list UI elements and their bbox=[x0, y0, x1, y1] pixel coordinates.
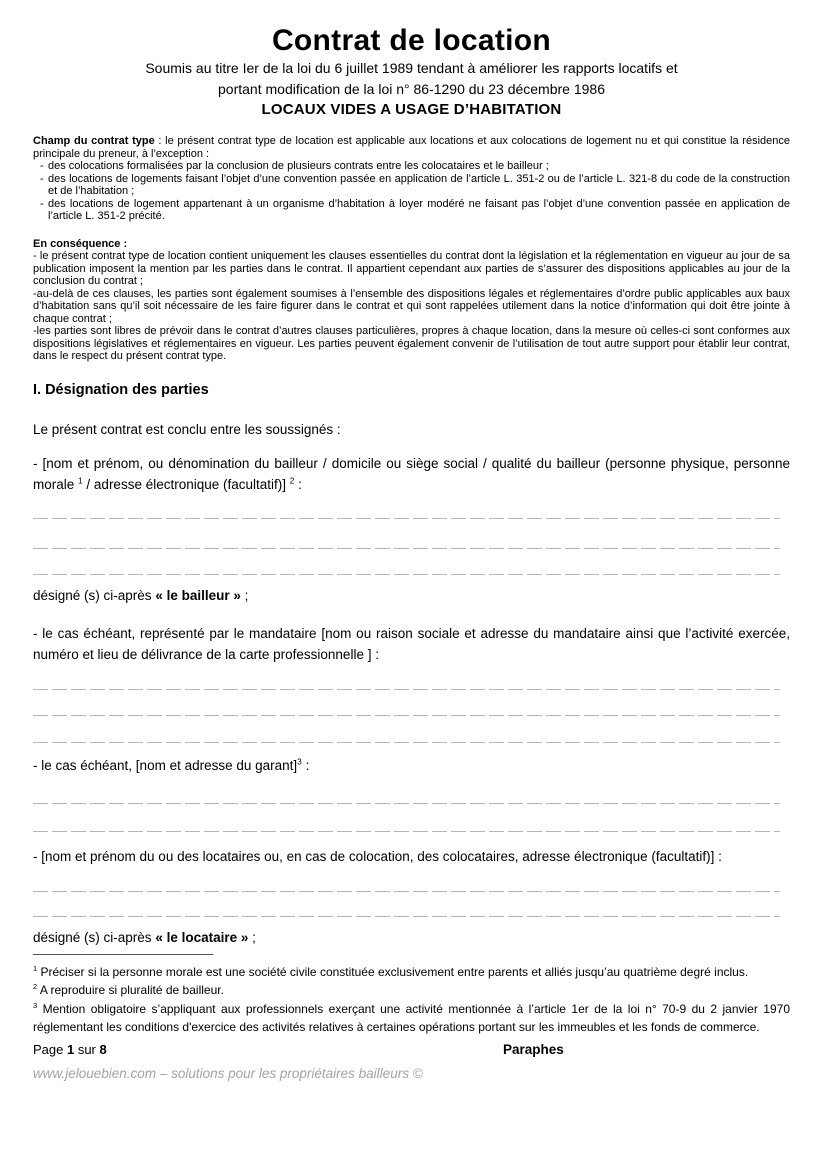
bailleur-clause-text: / adresse électronique (facultatif)] bbox=[82, 476, 290, 492]
footnote-3-text: Mention obligatoire s’appliquant aux professionnels exerçant une activité mentionnée à l’article 1er de la loi n° 70-9 du 2 janvier 1970 réglementant les conditions d'exercice des activités relatives à certaines opérations portant sur les immeubles et les fonds de commerce. bbox=[33, 1001, 790, 1034]
designe-bailleur-line bbox=[33, 585, 790, 606]
fill-in-line bbox=[33, 548, 780, 549]
champ-item-text: des colocations formalisées par la conclusion de plusieurs contrats entre les colocataires et le bailleur ; bbox=[48, 160, 549, 172]
designe-bailleur-post: ; bbox=[240, 587, 249, 603]
footnote-2 bbox=[33, 981, 790, 1000]
fill-in-line bbox=[33, 891, 780, 892]
sur-word: sur bbox=[74, 1041, 100, 1057]
subtitle-caps: LOCAUX VIDES A USAGE D’HABITATION bbox=[261, 101, 562, 118]
fill-in-line bbox=[33, 715, 780, 716]
bailleur-clause-text: : bbox=[294, 476, 302, 492]
fill-in-line bbox=[33, 574, 780, 575]
footnote-3 bbox=[33, 1000, 790, 1037]
locataire-clause: - [nom et prénom du ou des locataires ou, en cas de colocation, des colocataires, adresse électronique (facultatif)] : bbox=[33, 848, 722, 864]
footnote-2-number: 2 bbox=[33, 982, 38, 991]
bailleur-term: « le bailleur » bbox=[155, 587, 241, 603]
garant-clause-text: - le cas échéant, [nom et adresse du garant] bbox=[33, 757, 298, 773]
fill-in-line bbox=[33, 742, 780, 743]
bailleur-clause-text: - [nom et prénom, ou dénomination du bailleur / domicile ou siège social / qualité du bailleur (personne physique, personne morale bbox=[33, 455, 790, 492]
champ-item-text: des locations de logement appartenant à un organisme d’habitation à loyer modéré ne faisant pas l’objet d’une convention passée en application de l’article L. 351-2 précité. bbox=[48, 197, 790, 222]
consequence-label: En conséquence : bbox=[33, 237, 128, 250]
footnote-ref-3: 3 bbox=[297, 756, 302, 766]
champ-item-text: des locations de logements faisant l’objet d’une convention passée en application de l’article L. 351-2 ou de l’article L. 321-8 du code de la construction et de l’habitation ; bbox=[48, 172, 790, 197]
paraphes-label: Paraphes bbox=[503, 1041, 564, 1057]
dash-bullet: - bbox=[40, 160, 44, 172]
mandataire-clause: - le cas échéant, représenté par le mandataire [nom ou raison sociale et adresse du mandataire ainsi que l’activité exercée, numéro et lieu de délivrance de la carte professionnelle ] : bbox=[33, 625, 790, 662]
footnotes-block bbox=[33, 963, 790, 1037]
locataire-term: « le locataire » bbox=[155, 929, 249, 945]
champ-item bbox=[33, 160, 790, 173]
garant-clause-text: : bbox=[301, 757, 310, 773]
website-credit: www.jelouebien.com – solutions pour les propriétaires bailleurs © bbox=[33, 1065, 423, 1081]
champ-intro bbox=[33, 135, 790, 160]
section-heading-designation: I. Désignation des parties bbox=[33, 381, 209, 398]
footnote-1 bbox=[33, 963, 790, 982]
page-word: Page bbox=[33, 1041, 67, 1057]
page-number: 1 bbox=[66, 1041, 75, 1057]
footnote-3-number: 3 bbox=[33, 1000, 38, 1010]
champ-contrat-type-block bbox=[33, 135, 790, 223]
consequence-block bbox=[33, 238, 790, 363]
champ-intro-text: : le présent contrat type de location est applicable aux locations et aux colocations de logement nu et qui constitue la résidence principale du preneur, à l’exception : bbox=[33, 135, 790, 160]
subtitle-line-1: Soumis au titre Ier de la loi du 6 juillet 1989 tendant à améliorer les rapports locatifs et bbox=[145, 60, 678, 76]
fill-in-line bbox=[33, 803, 780, 804]
dash-bullet: - bbox=[40, 172, 44, 185]
subtitle-line-2: portant modification de la loi n° 86-1290 du 23 décembre 1986 bbox=[218, 81, 605, 97]
document-title: Contrat de location bbox=[271, 24, 552, 57]
fill-in-line bbox=[33, 831, 780, 832]
dash-bullet: - bbox=[40, 197, 44, 210]
fill-in-line bbox=[33, 518, 780, 519]
champ-item bbox=[33, 173, 790, 198]
page-total: 8 bbox=[99, 1041, 107, 1057]
page-footer bbox=[33, 1042, 790, 1057]
designe-locataire-line bbox=[33, 927, 790, 948]
garant-clause bbox=[33, 755, 790, 776]
champ-label: Champ du contrat type bbox=[33, 135, 155, 147]
footnote-2-text: A reproduire si pluralité de bailleur. bbox=[37, 983, 224, 997]
footnote-ref-1: 1 bbox=[78, 475, 83, 485]
bailleur-clause bbox=[33, 453, 790, 495]
fill-in-line bbox=[33, 916, 780, 917]
footnote-separator bbox=[33, 954, 213, 955]
page-indicator bbox=[33, 1042, 107, 1057]
footnote-ref-2: 2 bbox=[289, 475, 295, 485]
footnote-1-number: 1 bbox=[33, 963, 38, 973]
footnote-1-text: Préciser si la personne morale est une société civile constituée exclusivement entre parents et alliés jusqu’au quatrième degré inclus. bbox=[37, 964, 749, 979]
consequence-paragraph: -les parties sont libres de prévoir dans le contrat d’autres clauses particulières, propres à chaque location, dans la mesure où celles-ci sont conformes aux dispositions législatives et réglementaires en vigueur. Les parties peuvent également convenir de l’utilisation de tout autre support pour établir leur contrat, dans le respect du présent contrat type. bbox=[33, 325, 790, 362]
champ-item bbox=[33, 198, 790, 223]
designe-locataire-pre: désigné (s) ci-après bbox=[33, 929, 156, 945]
consequence-paragraph: -au-delà de ces clauses, les parties sont également soumises à l’ensemble des dispositions légales et réglementaires d’ordre public applicables aux baux d’habitation sans qu’il soit nécessaire de les faire figurer dans le contrat et qui sont rappelées utilement dans la notice d’information qui doit être jointe à chaque contrat ; bbox=[33, 287, 790, 325]
designe-locataire-post: ; bbox=[248, 929, 256, 945]
fill-in-line bbox=[33, 689, 780, 690]
consequence-paragraph: - le présent contrat type de location contient uniquement les clauses essentielles du contrat dont la législation et la réglementation en vigueur au jour de sa publication imposent la mention par les parties dans le contrat. Il appartient cependant aux parties de s’assurer des dispositions applicables au jour de la conclusion du contrat ; bbox=[33, 250, 790, 287]
parties-intro: Le présent contrat est conclu entre les soussignés : bbox=[33, 421, 341, 437]
designe-bailleur-pre: désigné (s) ci-après bbox=[33, 587, 156, 603]
